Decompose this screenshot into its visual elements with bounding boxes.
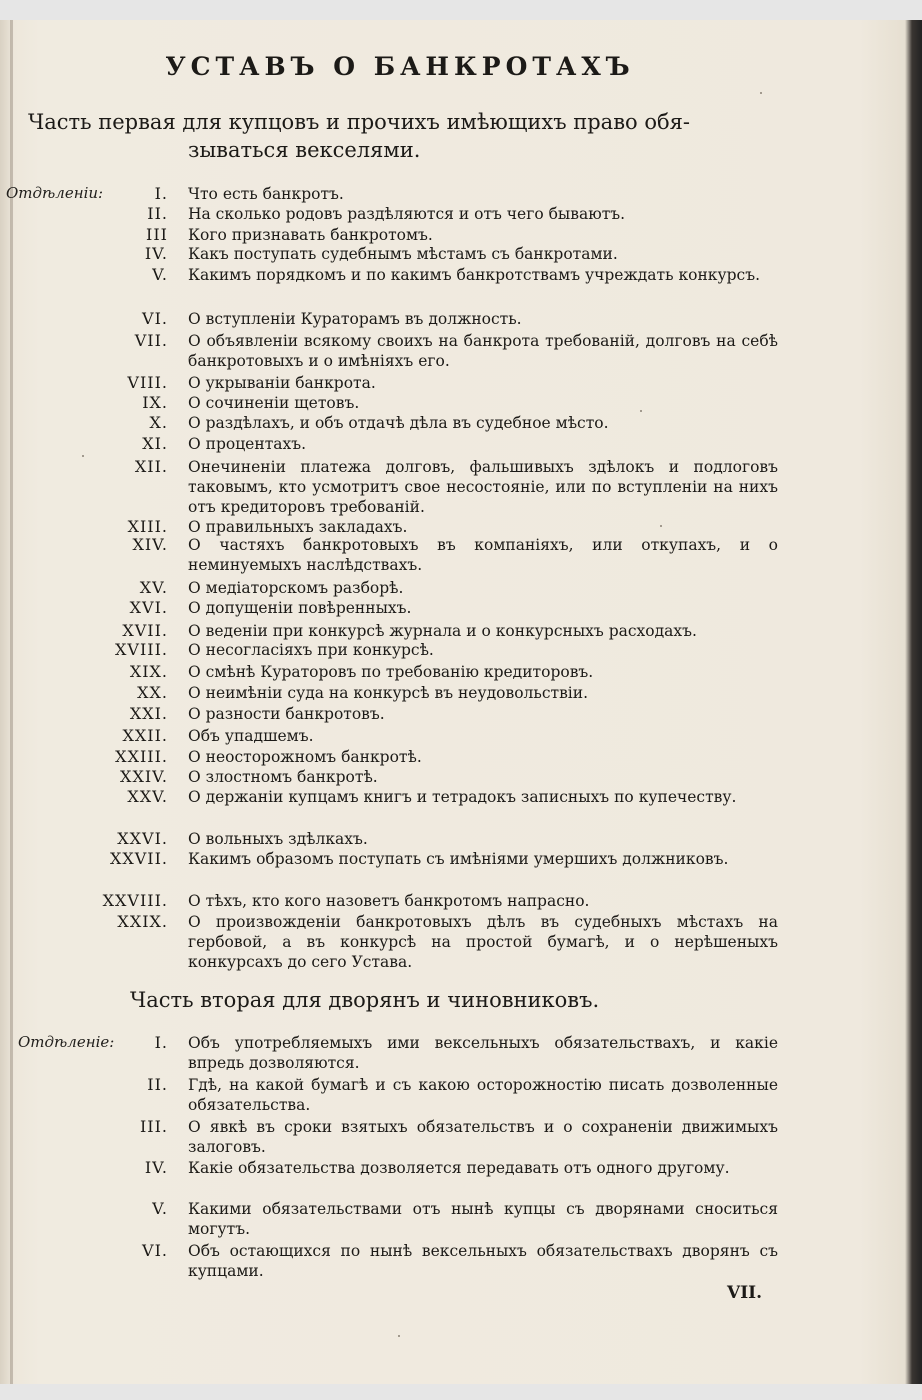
- part-one-entry-text: О сочиненiи щетовъ.: [188, 394, 360, 412]
- part-one-entry-text: Какимъ порядкомъ и по какимъ банкротствамъ учреждать конкурсъ.: [188, 266, 760, 284]
- part-two-entry-text: О явкѣ въ сроки взятыхъ обязательствъ и о сохраненiи движимыхъ залоговъ.: [188, 1118, 778, 1156]
- part-two-entry-number: IV.: [144, 1158, 168, 1177]
- viewer-top-margin: [0, 0, 922, 20]
- part-one-entry-text: О произвожденiи банкротовыхъ дѣлъ въ судебныхъ мѣстахъ на гербовой, а въ конкурсѣ на простой бумагѣ, и о нерѣшеныхъ конкурсахъ до сего Устава.: [188, 913, 778, 971]
- part-one-entry-text: О вольныхъ здѣлкахъ.: [188, 830, 368, 848]
- part-one-entry-text: О неосторожномъ банкротѣ.: [188, 748, 422, 766]
- part-one-entry-text: О раздѣлахъ, и объ отдачѣ дѣла въ судебное мѣсто.: [188, 414, 609, 432]
- part-one-entry-number: XIX.: [129, 662, 168, 681]
- part-one-entry-number: V.: [152, 265, 168, 284]
- part-one-entry-number: XXIX.: [117, 912, 168, 931]
- part-two-entry-number: I.: [154, 1033, 168, 1052]
- part-one-entry-text: Какъ поступать судебнымъ мѣстамъ съ банкротами.: [188, 245, 618, 263]
- part-one-entry-number: XXI.: [129, 704, 168, 723]
- part-two-entry-text: Какими обязательствами отъ нынѣ купцы съ дворянами сноситься могутъ.: [188, 1200, 778, 1238]
- part-one-title-line-1: Часть первая для купцовъ и прочихъ имѣющихъ право обя-: [28, 110, 690, 134]
- part-one-entry-number: XXVII.: [109, 849, 168, 868]
- part-two-entry-text: Объ употребляемыхъ ими вексельныхъ обязательствахъ, и какiе впредь дозволяются.: [188, 1034, 778, 1072]
- part-one-entry-text: О тѣхъ, кто кого назоветъ банкротомъ напрасно.: [188, 892, 590, 910]
- part-one-entry-number: XI.: [142, 434, 168, 453]
- page-fold-shadow: [10, 20, 13, 1384]
- part-one-entry-text: О смѣнѣ Кураторовъ по требованiю кредиторовъ.: [188, 663, 594, 681]
- part-two-entry-number: V.: [152, 1199, 168, 1218]
- part-one-entry-number: III: [146, 225, 168, 244]
- page-title: УСТАВЪ О БАНКРОТАХЪ: [165, 52, 635, 81]
- part-one-entry-number: VI.: [142, 309, 168, 328]
- part-one-entry-number: X.: [149, 413, 168, 432]
- part-one-entry-text: О несогласiяхъ при конкурсѣ.: [188, 641, 434, 659]
- part-one-entry-number: IV.: [144, 244, 168, 263]
- catchword: VII.: [727, 1283, 763, 1303]
- part-one-entry-text: О держанiи купцамъ книгъ и тетрадокъ записныхъ по купечеству.: [188, 788, 737, 806]
- part-two-entry-text: Гдѣ, на какой бумагѣ и съ какою осторожностiю писать дозволенные обязательства.: [188, 1076, 778, 1114]
- part-one-entry-text: О укрыванiи банкрота.: [188, 374, 376, 392]
- part-two-entry-text: Какiе обязательства дозволяется передавать отъ одного другому.: [188, 1159, 730, 1177]
- part-two-section-label: Отдѣленiе:: [18, 1033, 115, 1051]
- paper-speck: [82, 455, 84, 457]
- part-one-entry-text: О допущенiи повѣренныхъ.: [188, 599, 412, 617]
- part-one-entry-number: XIII.: [127, 517, 168, 536]
- part-one-entry-text: Кого признавать банкротомъ.: [188, 226, 433, 244]
- part-one-entry-number: IX.: [142, 393, 168, 412]
- part-one-entry-number: XIV.: [132, 535, 168, 554]
- part-one-entry-number: I.: [154, 184, 168, 203]
- part-one-entry-number: XXIII.: [115, 747, 168, 766]
- part-one-entry-number: XXVI.: [117, 829, 168, 848]
- part-one-entry-text: Онечиненiи платежа долговъ, фальшивыхъ здѣлокъ и подлоговъ таковымъ, кто усмотритъ свое несостоянiе, или по вступленiи на нихъ отъ кредиторовъ требованiй.: [188, 458, 778, 516]
- part-one-entry-text: Что есть банкротъ.: [188, 185, 344, 203]
- part-one-entry-number: VIII.: [127, 373, 168, 392]
- part-one-entry-text: О злостномъ банкротѣ.: [188, 768, 378, 786]
- part-one-entry-text: Какимъ образомъ поступать съ имѣнiями умершихъ должниковъ.: [188, 850, 729, 868]
- part-one-entry-number: VII.: [134, 331, 168, 350]
- part-two-entry-number: VI.: [142, 1241, 168, 1260]
- part-one-entry-text: О правильныхъ закладахъ.: [188, 518, 408, 536]
- part-one-entry-text: О процентахъ.: [188, 435, 307, 453]
- part-one-entry-number: XX.: [137, 683, 168, 702]
- part-one-entry-number: XVII.: [122, 621, 168, 640]
- part-one-entry-number: XXVIII.: [102, 891, 168, 910]
- part-one-entry-number: XVIII.: [115, 640, 168, 659]
- part-one-entry-text: О веденiи при конкурсѣ журнала и о конкурсныхъ расходахъ.: [188, 622, 697, 640]
- part-one-entry-text: О медiаторскомъ разборѣ.: [188, 579, 404, 597]
- part-one-entry-text: О неимѣнiи суда на конкурсѣ въ неудовольствiи.: [188, 684, 589, 702]
- part-one-entry-number: XXIV.: [120, 767, 168, 786]
- part-one-entry-number: II.: [147, 204, 168, 223]
- part-two-entry-number: III.: [139, 1117, 168, 1136]
- paper-speck: [398, 1335, 400, 1337]
- part-two-entry-number: II.: [147, 1075, 168, 1094]
- part-one-entry-text: Объ упадшемъ.: [188, 727, 314, 745]
- part-one-entry-number: XV.: [139, 578, 168, 597]
- part-one-entry-text: На сколько родовъ раздѣляются и отъ чего бываютъ.: [188, 205, 626, 223]
- part-one-entry-number: XXII.: [122, 726, 168, 745]
- part-one-entry-text: О частяхъ банкротовыхъ въ компанiяхъ, или откупахъ, и о неминуемыхъ наслѣдствахъ.: [188, 536, 778, 574]
- part-one-entry-number: XXV.: [127, 787, 168, 806]
- part-one-section-label: Отдѣленiи:: [6, 184, 104, 202]
- part-one-entry-text: О вступленiи Кураторамъ въ должность.: [188, 310, 522, 328]
- part-one-entry-number: XII.: [134, 457, 168, 476]
- part-one-entry-text: О разности банкротовъ.: [188, 705, 385, 723]
- viewer-bottom-margin: [0, 1384, 922, 1400]
- paper-speck: [760, 92, 762, 94]
- part-two-entry-text: Объ остающихся по нынѣ вексельныхъ обязательствахъ дворянъ съ купцами.: [188, 1242, 778, 1280]
- part-two-title: Часть вторая для дворянъ и чиновниковъ.: [130, 988, 600, 1012]
- part-one-entry-number: XVI.: [129, 598, 168, 617]
- part-one-title-line-2: зываться векселями.: [188, 138, 421, 162]
- part-one-entry-text: О объявленiи всякому своихъ на банкрота требованiй, долговъ на себѣ банкротовыхъ и о имѣнiяхъ его.: [188, 332, 778, 370]
